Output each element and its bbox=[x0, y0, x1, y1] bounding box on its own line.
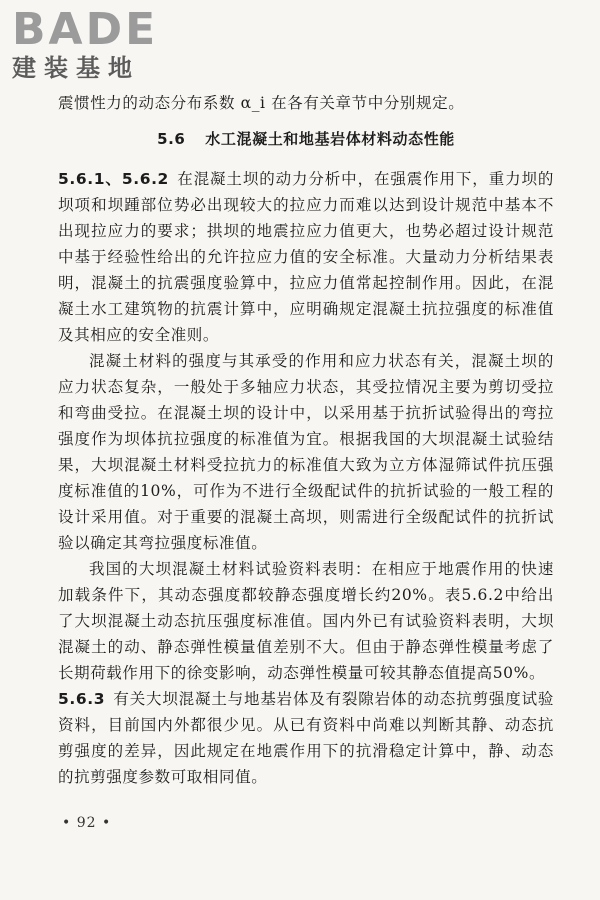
page-number: • 92 • bbox=[62, 815, 112, 831]
clause-number: 5.6.3 bbox=[58, 690, 106, 708]
clause-number: 5.6.1、5.6.2 bbox=[58, 170, 169, 188]
section-title: 水工混凝土和地基岩体材料动态性能 bbox=[205, 130, 455, 148]
brand-logo bbox=[12, 6, 158, 82]
clause-5-6-3-paragraph bbox=[58, 686, 554, 790]
logo-subtitle: 建装基地 bbox=[12, 54, 140, 82]
intro-paragraph: 震惯性力的动态分布系数 α_i 在各有关章节中分别规定。 bbox=[58, 94, 465, 112]
section-number: 5.6 bbox=[157, 130, 186, 148]
clause-5-6-1-paragraph bbox=[58, 166, 554, 348]
logo-wordmark: BADE bbox=[12, 4, 159, 55]
clause-text: 有关大坝混凝土与地基岩体及有裂隙岩体的动态抗剪强度试验资料，目前国内外都很少见。从已有资料中尚难以判断其静、动态抗剪强度的差异，因此规定在地震作用下的抗滑稳定计算中，静、动态的抗剪强度参数可取相同值。 bbox=[58, 690, 554, 786]
section-heading bbox=[58, 126, 554, 152]
body-paragraph-3: 我国的大坝混凝土材料试验资料表明：在相应于地震作用的快速加载条件下，其动态强度都较静态强度增长约20%。表5.6.2中给出了大坝混凝土动态抗压强度标准值。国内外已有试验资料表明，大坝混凝土的动、静态弹性模量值差别不大。但由于静态弹性模量考虑了长期荷载作用下的徐变影响，动态弹性模量可较其静态值提高50%。 bbox=[58, 560, 554, 682]
clause-text: 在混凝土坝的动力分析中，在强震作用下，重力坝的坝项和坝踵部位势必出现较大的拉应力而难以达到设计规范中基本不出现拉应力的要求；拱坝的地震拉应力值更大，也势必超过设计规范中基于经验性给出的允许拉应力值的安全标准。大量动力分析结果表明，混凝土的抗震强度验算中，拉应力值常起控制作用。因此，在混凝土水工建筑物的抗震计算中，应明确规定混凝土抗拉强度的标准值及其相应的安全准则。 bbox=[58, 170, 554, 344]
body-paragraph-2: 混凝土材料的强度与其承受的作用和应力状态有关，混凝土坝的应力状态复杂，一般处于多轴应力状态，其受拉情况主要为剪切受拉和弯曲受拉。在混凝土坝的设计中，以采用基于抗折试验得出的弯拉强度作为坝体抗拉强度的标准值为宜。根据我国的大坝混凝土试验结果，大坝混凝土材料受拉抗力的标准值大致为立方体湿筛试件抗压强度标准值的10%，可作为不进行全级配试件的抗折试验的一般工程的设计采用值。对于重要的混凝土高坝，则需进行全级配试件的抗折试验以确定其弯拉强度标准值。 bbox=[58, 352, 554, 552]
document-body bbox=[58, 90, 554, 790]
